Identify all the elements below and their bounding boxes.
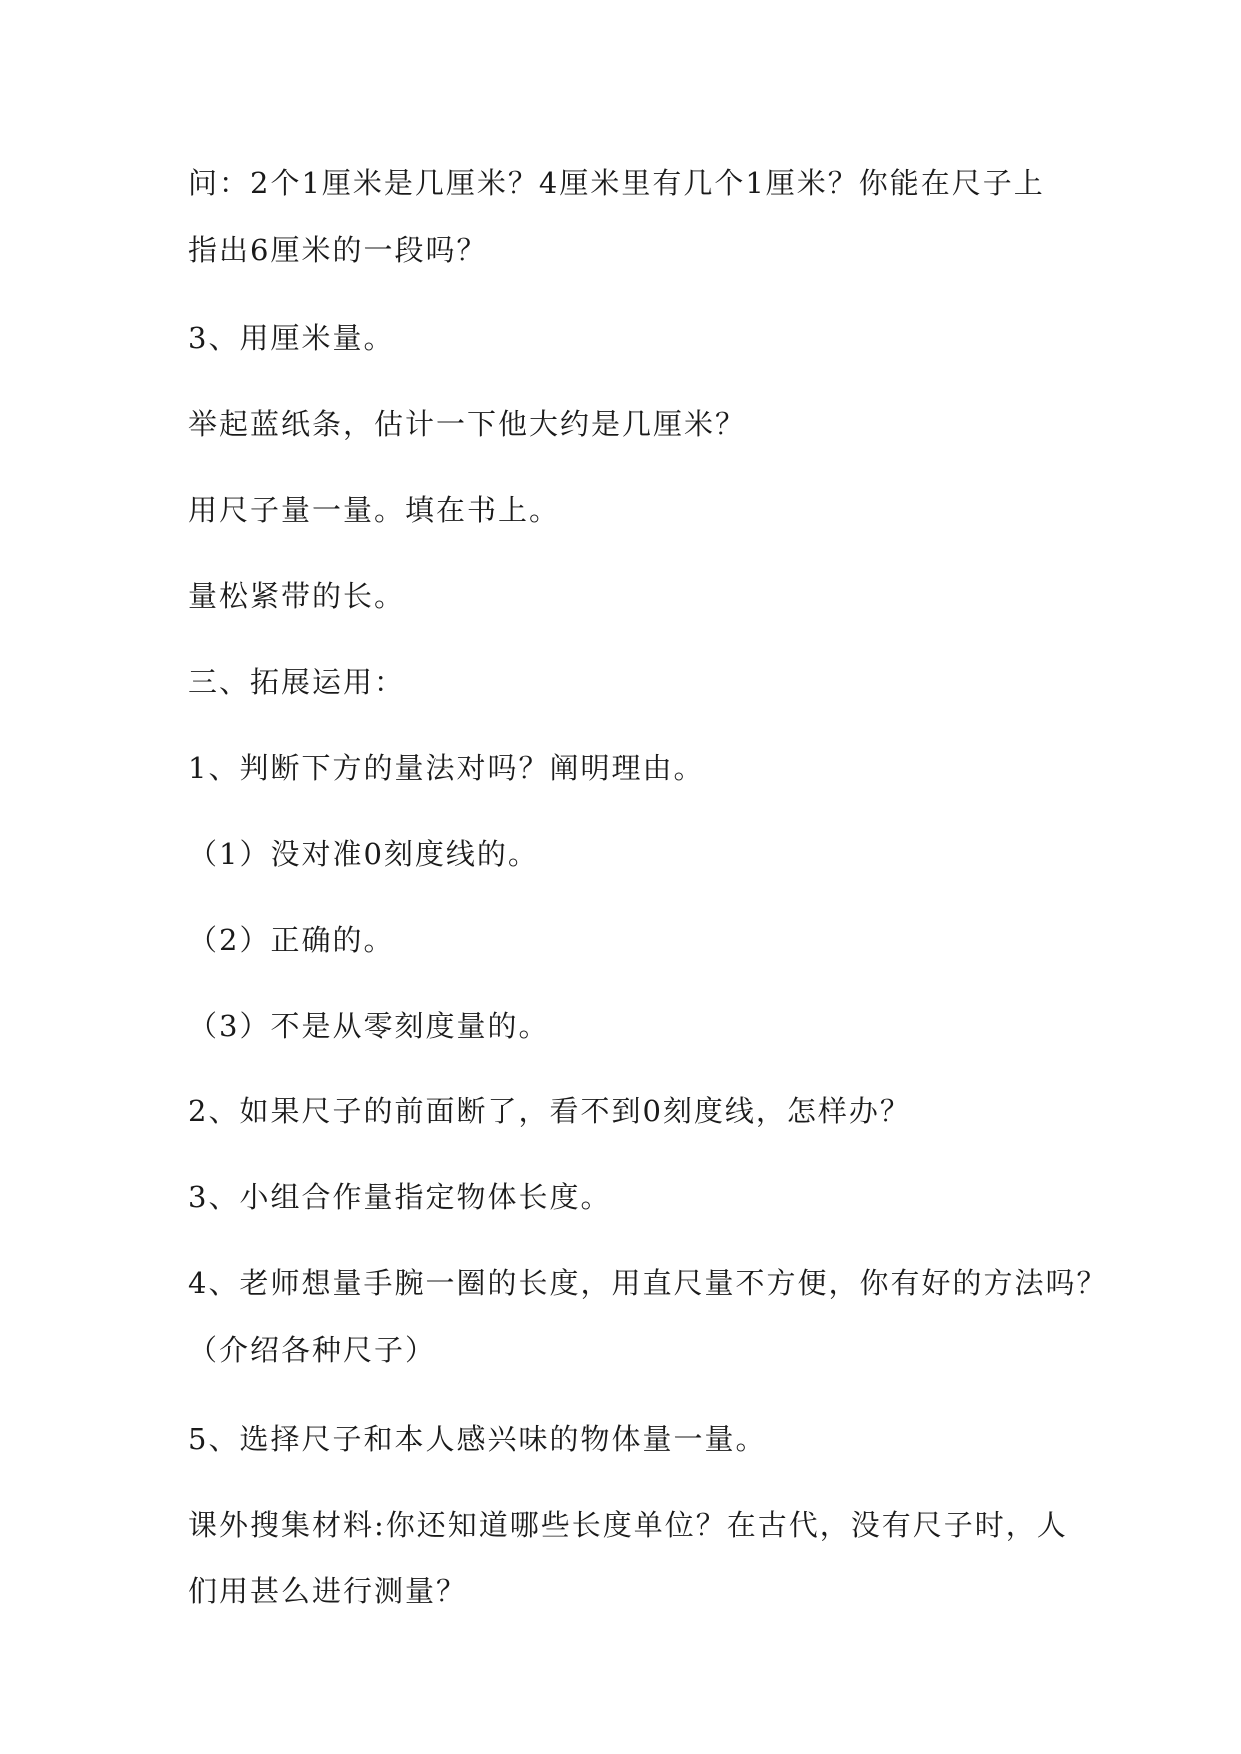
text-line: 用尺子量一量。填在书上。 bbox=[188, 493, 561, 527]
text-line: （介绍各种尺子） bbox=[188, 1333, 437, 1367]
text-line: 量松紧带的长。 bbox=[188, 579, 406, 613]
text-line: 2、如果尺子的前面断了，看不到0刻度线，怎样办？ bbox=[188, 1094, 911, 1128]
text-line: 举起蓝纸条，估计一下他大约是几厘米？ bbox=[188, 407, 747, 441]
text-line: 5、选择尺子和本人感兴味的物体量一量。 bbox=[188, 1422, 767, 1456]
text-line: 们用甚么进行测量？ bbox=[188, 1574, 468, 1608]
text-line: （3）不是从零刻度量的。 bbox=[188, 1009, 550, 1043]
text-line: （1）没对准0刻度线的。 bbox=[188, 837, 539, 871]
text-line: 课外搜集材料:你还知道哪些长度单位？在古代，没有尺子时，人 bbox=[188, 1508, 1068, 1542]
text-line: 4、老师想量手腕一圈的长度，用直尺量不方便，你有好的方法吗？ bbox=[188, 1266, 1108, 1300]
text-line: 3、小组合作量指定物体长度。 bbox=[188, 1180, 612, 1214]
text-line: 指出6厘米的一段吗？ bbox=[188, 233, 488, 267]
text-line: 3、用厘米量。 bbox=[188, 321, 395, 355]
text-line: 问：2个1厘米是几厘米？4厘米里有几个1厘米？你能在尺子上 bbox=[188, 166, 1045, 200]
text-line: （2）正确的。 bbox=[188, 923, 395, 957]
section-heading: 三、拓展运用： bbox=[188, 665, 406, 699]
text-line: 1、判断下方的量法对吗？阐明理由。 bbox=[188, 751, 705, 785]
